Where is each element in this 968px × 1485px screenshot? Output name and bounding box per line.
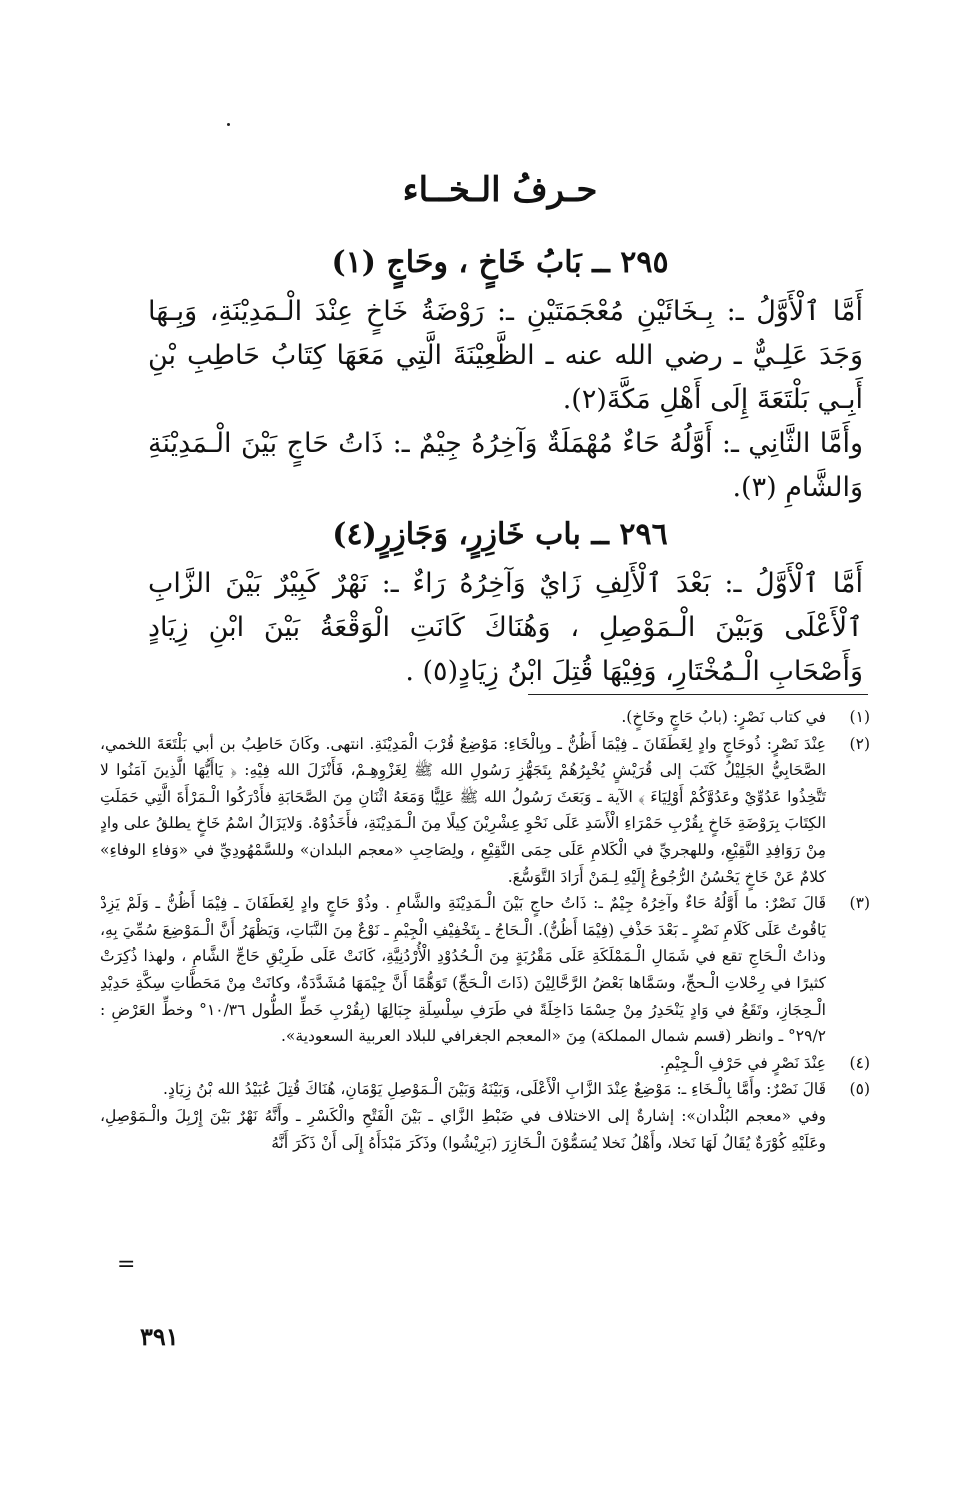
- footnotes: [100, 704, 870, 1156]
- footnote-text: قَالَ نَصْرٌ: ما أَوَّلُهُ حَاءٌ وآخِرُهُ جِيْمٌ ـ: ذَاتُ حاجٍ بَيْنَ الْـمَدِيْنَةِ والشَّامِ . وذُوْ حَاجٍ وادٍ لِغَطَفَانَ ـ فِيْمَا أَظُنُّ ـ وَلَمْ يَزِدْ يَاقُوتُ عَلَى كَلَامِ نَصْرٍ ـ بَعْدَ حَذْفِ (فِيْمَا أَظُنُّ). الْـحَاجُ ـ بِتَخْفِيْفِ الْجِيْمِ ـ نَوْعٌ مِنَ النَّبَاتِ، وَيَظْهَرُ أَنَّ الْـمَوْضِعَ سُمِّيَ بِهِ، وذاتُ الْـحَاجِ تقع في شَمَالِ الْـمَمْلَكَةِ عَلَى مَقْرُبَةٍ مِنَ الْـحُدُوْدِ الْأُرْدُنِيَّةِ، كَانَتْ عَلَى طَرِيْقِ حَاجِّ الشَّامِ ، ولهذا ذُكِرَتْ كثيرًا في رِحْلاتِ الْـحجِّ، وسَمَّاها بَعْضُ الرَّحَّالِيْنَ (ذَاتَ الْـحَجِّ) تَوَهُّمًا أَنَّ جِيْمَهَا مُشَدَّدَةٌ، وكانَتْ مِنْ مَحَطَّاتِ سِكَّةِ حَدِيْدِ الْـحِجَازِ، وتَقَعُ في وَادٍ يَنْحَدِرُ مِنْ حِسْمَا دَاخِلَةً في طَرَفِ سِلْسِلَةِ جِبَالِهَا (بِقُرْبِ خَطِّ الطُّول ١٠/٣٦° وخطِّ العَرْضِ : ٢٩/٢° ـ وانظر (قسم شمال المملكة) مِنَ «المعجم الجغرافي للبلاد العربية السعودية».: [100, 894, 826, 1046]
- footnote-number: (٥): [849, 1080, 870, 1099]
- section-heading-296: ٢٩٦ ــ باب خَازِرٍ، وَجَازِرٍ(٤): [332, 517, 668, 552]
- footnote-number: (٤): [849, 1053, 870, 1072]
- footnote-2: [100, 731, 870, 891]
- footnote-number: (١): [849, 708, 870, 726]
- entry-haj: وأَمَّا الثَّانِي ـ: أَوَّلُهُ حَاءٌ مُهْمَلَةٌ وَآخِرُهُ جِيْمٌ ـ: ذَاتُ حَاجٍ بَيْنَ الْـمَدِيْنَةِ وَالشَّامِ (٣).: [148, 428, 863, 503]
- footnote-1: [100, 704, 870, 731]
- entry-khakh: أَمَّا ٱلْأَوَّلُ ـ: بِـخَائَيْنِ مُعْجَمَتَيْنِ ـ: رَوْضَةُ خَاخٍ عِنْدَ الْـمَدِيْنَةِ، وَبِـهَا وَجَدَ عَلِـيٌّ ـ رضي الله عنه ـ الظَّعِيْنَةَ الَّتِي مَعَهَا كِتَابُ حَاطِبِ بْنِ أَبِـي بَلْتَعَةَ إِلَى أَهْلِ مَكَّةَ(٢).: [148, 296, 863, 415]
- footnote-4: [100, 1050, 870, 1077]
- footnote-text: في كتاب نَصْرٍ: (بابُ حَاجٍ وخَاخٍ).: [621, 708, 826, 726]
- footnote-number: (٣): [849, 894, 870, 913]
- continuation-marker: =: [117, 1252, 136, 1277]
- footnote-text: عِنْدَ نَصْرٍ: ذُوحَاجٍ وادٍ لِغَطَفَانَ ـ فِيْمَا أَظُنُّ ـ وبِالْخَاءِ: مَوْضِعٌ قُرْبَ الْمَدِيْنَةِ. انتهى. وكَانَ حَاطِبُ بن أبي بَلْتَعَةَ اللخمي، الصَّحَابِيُّ الجَلِيْلُ كَتَبَ إلى قُرَيْشٍ يُخْبِرُهُمْ بِتَجَهُّزِ رَسُولِ الله ﷺ لِغَزْوِهِـمْ، فَأَنْزَلَ الله فِيْهِ: ﴿ يَاأَيُّهَا الَّذِينَ آمَنُوا لا تَتَّخِذُوا عَدُوِّيْ وعَدُوَّكُمْ أَوْلِيَاءَ ﴾ الآية ـ وَبَعَثَ رَسُولُ الله ﷺ عَلِيًّا وَمَعَهُ اثْنَانِ مِنَ الصَّحَابَةِ فأَدْرَكُوا الْـمَرْأَةَ الَّتِي حَمَلَتِ الكِتَابَ بِرَوْضَةِ خَاخٍ بِقُرْبِ حَمْرَاءِ الْأَسَدِ عَلَى نَحْوِ عِشْرِيْنَ كِيلًا مِنَ الْـمَدِيْنَةِ، فأَخَذُوْهُ. وَلايَزَالُ اسْمُ خَاخٍ يطلقُ على وادٍ مِنْ رَوَافِدِ النَّقِيْعِ، وللهجريِّ في الْكَلامِ عَلَى حِمَى النَّقِيْعِ ، ولِصَاحِبِ «معجم البلدان» وللسَّمْهُودِيِّ في «وَفاءِ الوفاءِ» كلامٌ عَنْ خَاخٍ يَحْسُنُ الرُّجُوعُ إِلَيْهِ لِـمَنْ أَرَادَ التَّوَسُّعَ.: [100, 734, 826, 886]
- page-speck: [227, 123, 230, 126]
- entry-khazir: أَمَّا ٱلْأَوَّلُ ـ: بَعْدَ ٱلْأَلِفِ زَايٌ وَآخِرُهُ رَاءٌ ـ: نَهْرٌ كَبِيْرٌ بَيْنَ الزَّابِ ٱلْأَعْلَى وَبَيْنَ الْـمَوْصِلِ ، وَهُنَاكَ كَانَتِ الْوَقْعَةُ بَيْنَ ابْنِ زِيَادٍ وَأَصْحَابِ الْـمُخْتَارِ، وَفِيْهَا قُتِلَ ابْنُ زِيَادٍ(٥) .: [148, 568, 863, 687]
- footnote-text: قَالَ نَصْرٌ: وأَمَّا بِالْـخَاءِ ـ: مَوْضِعٌ عِنْدَ الزَّابِ الْأَعْلَى، وَبَيْنَهُ وَبَيْنَ الْـمَوْصِلِ يَوْمَانِ، هُنَاكَ قُتِلَ عُبَيْدُ الله بْنُ زِيَادٍ.: [163, 1080, 826, 1099]
- chapter-title: حـرفُ الـخــاء: [402, 170, 598, 210]
- footnote-text: عِنْدَ نَصْرٍ في حَرْفِ الْـجِيْمِ.: [659, 1053, 826, 1072]
- footnote-separator: [528, 694, 868, 695]
- footnote-number: (٢): [849, 734, 870, 753]
- footnote-5: [100, 1076, 870, 1103]
- section-heading-295: ٢٩٥ ــ بَابُ خَاخٍ ، وحَاجٍ (١): [331, 245, 669, 280]
- page-number: ٣٩١: [140, 1322, 179, 1351]
- footnote-5-continuation: [100, 1103, 870, 1156]
- footnote-3: [100, 890, 870, 1050]
- footnote-text: وفي «معجم البُلْدان»: إشارةٌ إلى الاختلاف في ضَبْطِ الزَّاي ـ بَيْنَ الْفَتْحِ والْكَسْرِ ـ وأَنَّهُ نَهْرٌ بَيْنَ إِرْبِلَ والْـمَوْصِلِ، وعَلَيْهِ كُوْرَةٌ يُقَالُ لَهَا نَخلا، وأَهْلُ نَخلا يُسَمُّوْنَ الْـخَازِرَ (بَرِيْشُوا) وذَكَرَ مَبْدَأَهُ إِلَى أَنْ ذَكَرَ أَنَّهُ: [100, 1106, 826, 1152]
